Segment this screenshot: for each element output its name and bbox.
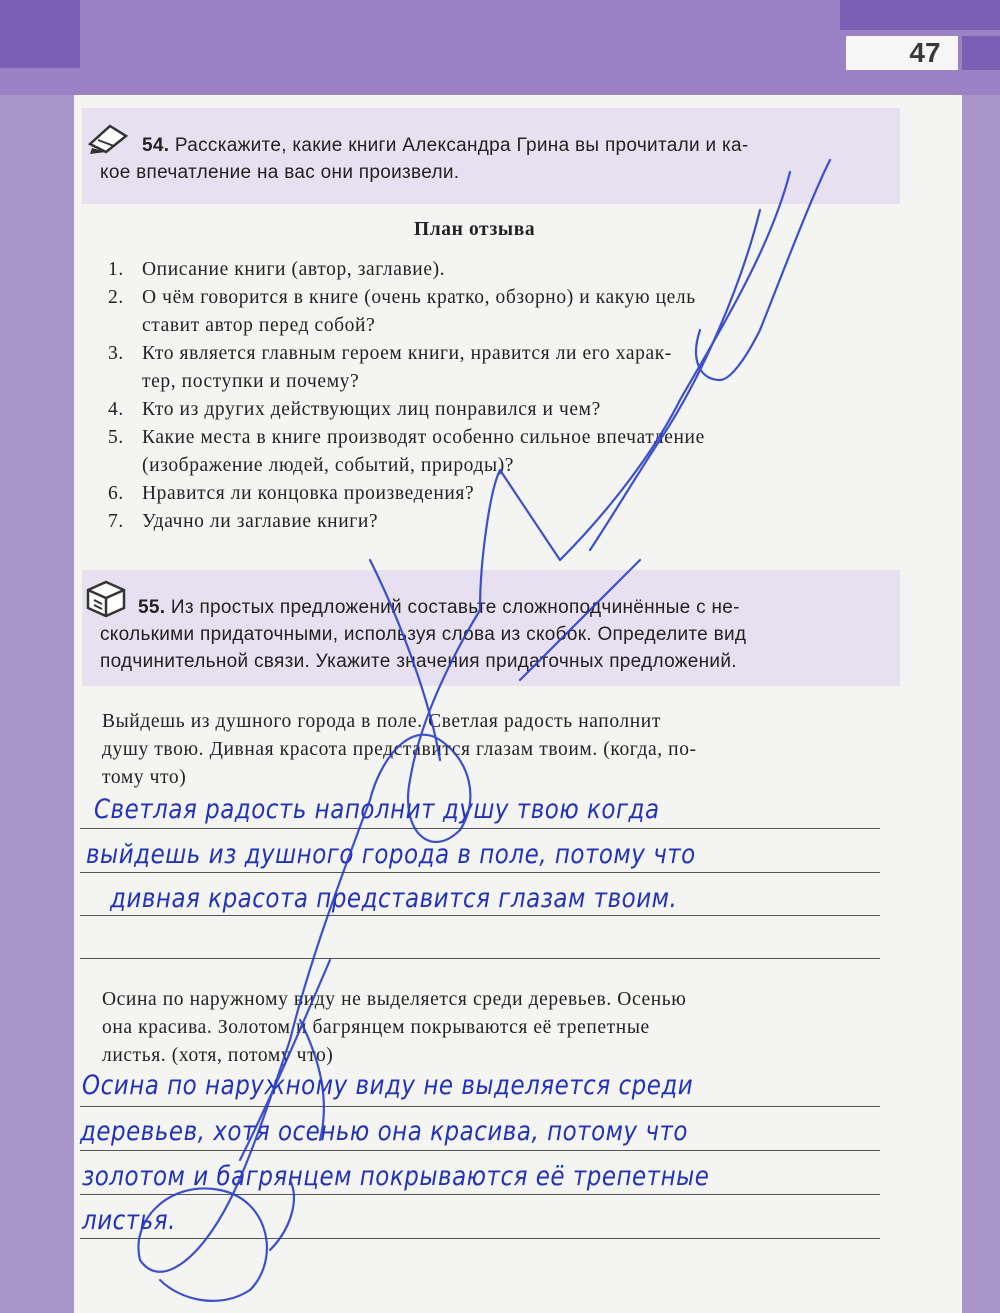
- task55-line2: сколькими придаточными, используя слова из скобок. Определите вид: [100, 624, 747, 645]
- plan-item: 3. Кто является главным героем книги, нравится ли его харак-: [108, 343, 672, 364]
- plan-title: План отзыва: [414, 219, 536, 240]
- plan-item: 5. Какие места в книге производят особенно сильное впечатление: [108, 427, 705, 448]
- handwritten-answer: Светлая радость наполнит душу твою когда: [94, 795, 660, 825]
- plan-item: 4. Кто из других действующих лиц понравился и чем?: [108, 399, 601, 420]
- plan-item: 2. О чём говорится в книге (очень кратко, обзорно) и какую цель: [108, 287, 696, 308]
- handwritten-answer: Осина по наружному виду не выделяется среди: [82, 1071, 694, 1101]
- plan-item: 6. Нравится ли концовка произведения?: [108, 483, 475, 504]
- handwritten-answer: дивная красота представится глазам твоим.: [110, 884, 678, 914]
- task55-number: 55.: [138, 597, 166, 618]
- task54-line1: Расскажите, какие книги Александра Грина вы прочитали и ка-: [174, 135, 749, 156]
- handwritten-answer: листья.: [82, 1206, 176, 1236]
- plan-item: 1. Описание книги (автор, заглавие).: [108, 259, 446, 280]
- exercise1-text: Выйдешь из душного города в поле. Светлая радость наполнит душу твою. Дивная красота представится глазам твоим. (когда, по- тому что): [102, 711, 697, 788]
- handwritten-answer: выйдешь из душного города в поле, потому что: [86, 840, 696, 870]
- task54-number: 54.: [142, 135, 170, 156]
- handwritten-answer: золотом и багрянцем покрываются её трепетные: [82, 1162, 710, 1192]
- exercise2-text: Осина по наружному виду не выделяется среди деревьев. Осенью она красива. Золотом и багрянцем покрываются её трепетные листья. (хотя, потому что): [102, 989, 687, 1066]
- task54-line2: кое впечатление на вас они произвели.: [100, 162, 460, 183]
- page-number: 47: [909, 37, 941, 68]
- plan-list: 1. Описание книги (автор, заглавие). 2. О чём говорится в книге (очень кратко, обзорно) и какую цель ставит автор перед собой? 3. Кто является главным героем книги, нравится ли его харак- тер, поступки и почему? 4. Кто из других действующих лиц понравился и чем? 5. Какие места в книге производят особенно сильное впечатление (изображение людей, событий, природы)? 6. Нравится ли концовка произведения? 7. Удачно ли заглавие книги?: [108, 256, 908, 536]
- handwritten-answer: деревьев, хотя осенью она красива, потому что: [80, 1117, 688, 1147]
- plan-item: 7. Удачно ли заглавие книги?: [108, 511, 379, 532]
- task55-line1: Из простых предложений составьте сложноподчинённые с не-: [170, 597, 740, 618]
- task55-line3: подчинительной связи. Укажите значения придаточных предложений.: [100, 651, 737, 672]
